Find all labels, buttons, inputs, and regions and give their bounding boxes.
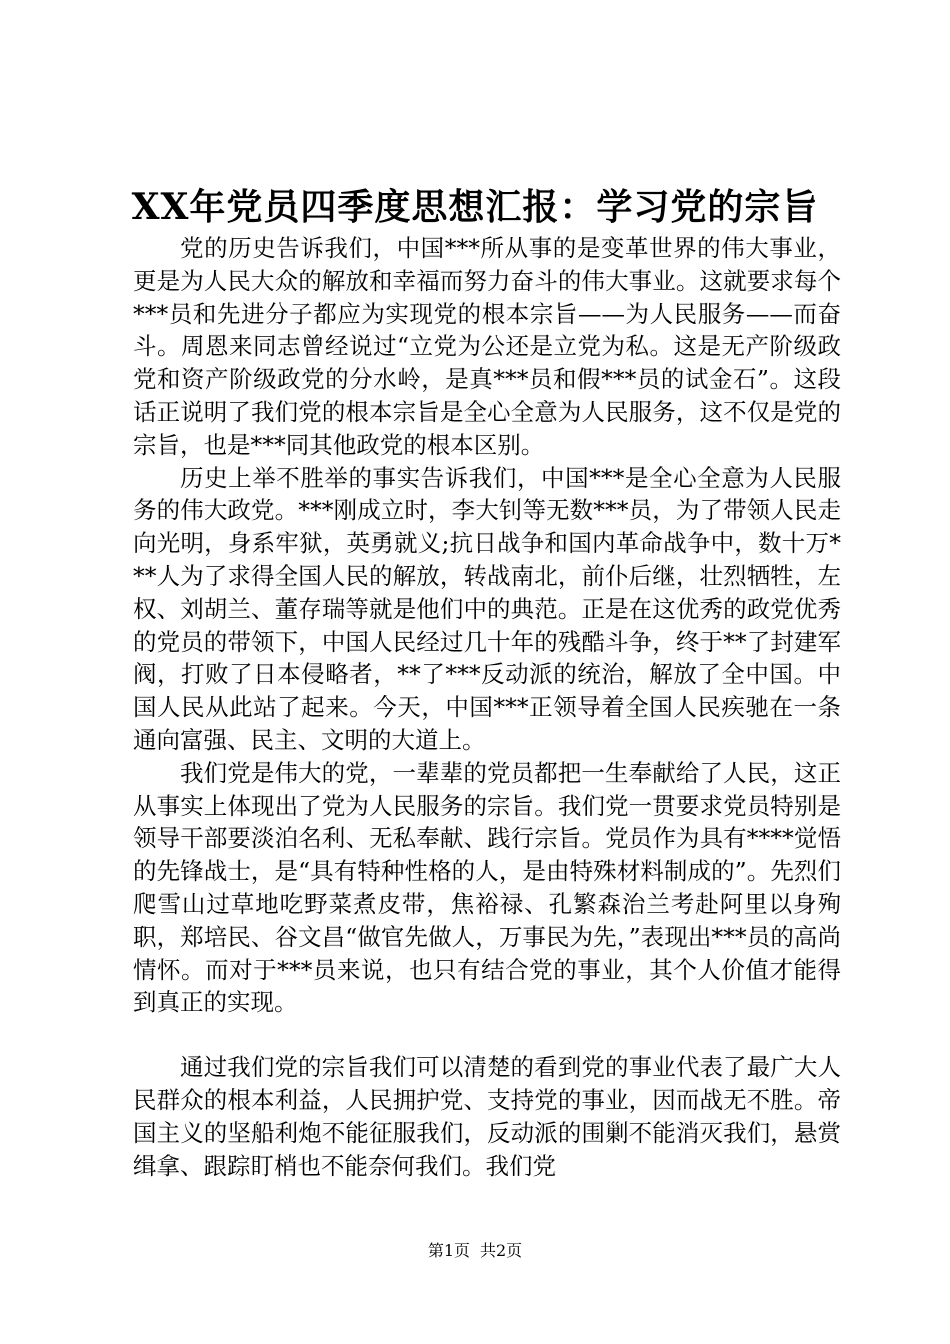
paragraph-4: 通过我们党的宗旨我们可以清楚的看到党的事业代表了最广大人民群众的根本利益，人民拥护党、支持党的事业，因而战无不胜。帝国主义的坚船利炮不能征服我们，反动派的围剿不能消灭我们，悬赏缉拿、跟踪盯梢也不能奈何我们。我们党 [133,1053,841,1180]
page-number: 第1页 [427,1241,470,1260]
document-title: XX年党员四季度思想汇报：学习党的宗旨 [131,186,819,228]
page-total: 共2页 [480,1241,523,1260]
paragraph-3: 我们党是伟大的党，一辈辈的党员都把一生奉献给了人民，这正从事实上体现出了党为人民服务的宗旨。我们党一贯要求党员特别是领导干部要淡泊名利、无私奉献、践行宗旨。党员作为具有****觉悟的先锋战士，是“具有特种性格的人，是由特殊材料制成的”。先烈们爬雪山过草地吃野菜煮皮带，焦裕禄、孔繁森治兰考赴阿里以身殉职，郑培民、谷文昌“做官先做人，万事民为先，”表现出***员的高尚情怀。而对于***员来说，也只有结合党的事业，其个人价值才能得到真正的实现。 [133,758,841,1017]
page-footer [0,1240,950,1262]
paragraph-2: 历史上举不胜举的事实告诉我们，中国***是全心全意为人民服务的伟大政党。***刚成立时，李大钊等无数***员，为了带领人民走向光明，身系牢狱，英勇就义;抗日战争和国内革命战争中，数十万***人为了求得全国人民的解放，转战南北，前仆后继，壮烈牺牲，左权、刘胡兰、董存瑞等就是他们中的典范。正是在这优秀的政党优秀的党员的带领下，中国人民经过几十年的残酷斗争，终于**了封建军阀，打败了日本侵略者，**了***反动派的统治，解放了全中国。中国人民从此站了起来。今天，中国***正领导着全国人民疾驰在一条通向富强、民主、文明的大道上。 [133,463,841,754]
document-body [133,232,841,1182]
paragraph-1: 党的历史告诉我们，中国***所从事的是变革世界的伟大事业，更是为人民大众的解放和幸福而努力奋斗的伟大事业。这就要求每个***员和先进分子都应为实现党的根本宗旨——为人民服务——而奋斗。周恩来同志曾经说过“立党为公还是立党为私。这是无产阶级政党和资产阶级政党的分水岭，是真***员和假***员的试金石”。这段话正说明了我们党的根本宗旨是全心全意为人民服务，这不仅是党的宗旨，也是***同其他政党的根本区别。 [133,234,841,459]
